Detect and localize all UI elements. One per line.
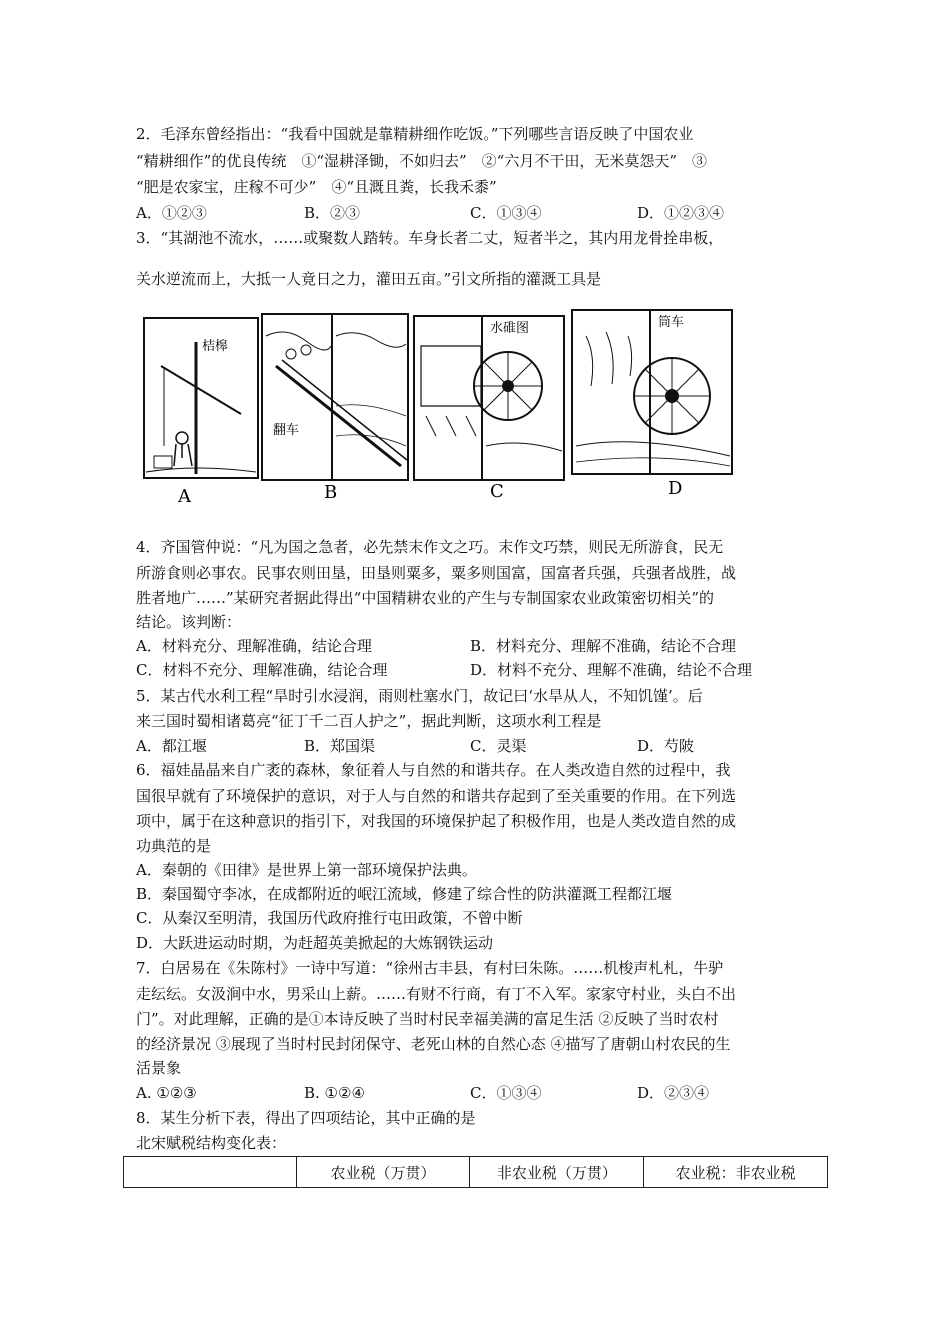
q4-option-c: C．材料不充分、理解准确，结论合理 xyxy=(136,661,388,679)
q2-option-d: D．①②③④ xyxy=(637,204,725,222)
q3-line-1: 3．“其湖池不流水，……或聚数人踏转。车身长者二丈，短者半之，其内用龙骨拴串板， xyxy=(136,229,724,247)
q2-line-2: “精耕细作”的优良传统 ①“湿耕泽锄，不如归去” ②“六月不干田，无米莫怨天” ③ xyxy=(136,152,708,170)
q6-option-d: D．大跃进运动时期，为赶超英美掀起的大炼钢铁运动 xyxy=(136,934,494,952)
q7-line-2: 走纭纭。女汲涧中水，男采山上薪。……有财不行商，有丁不入军。家家守村业，头白不出 xyxy=(136,985,737,1003)
q5-line-2: 来三国时蜀相诸葛亮“征丁千二百人护之”，据此判断，这项水利工程是 xyxy=(136,712,602,730)
caption-a: A xyxy=(178,486,191,507)
q2-option-c: C．①③④ xyxy=(470,204,542,222)
q8-table-title: 北宋赋税结构变化表： xyxy=(136,1134,287,1152)
q7-option-c: C．①③④ xyxy=(470,1084,542,1102)
q2-line-3: “肥是农家宝，庄稼不可少” ④“且溉且粪，长我禾黍” xyxy=(136,178,497,196)
q6-line-3: 项中，属于在这种意识的指引下，对我国的环境保护起了积极作用，也是人类改造自然的成 xyxy=(136,812,737,830)
q6-option-c: C．从秦汉至明清，我国历代政府推行屯田政策，不曾中断 xyxy=(136,909,523,927)
q2-option-b: B．②③ xyxy=(304,204,361,222)
q6-line-1: 6．福娃晶晶来自广袤的森林，象征着人与自然的和谐共存。在人类改造自然的过程中，我 xyxy=(136,761,731,779)
caption-b: B xyxy=(324,482,338,503)
q4-option-b: B．材料充分、理解不准确，结论不合理 xyxy=(470,637,737,655)
caption-c: C xyxy=(490,481,504,502)
q4-line-2: 所游食则必事农。民事农则田垦，田垦则粟多，粟多则国富，国富者兵强，兵强者战胜，战 xyxy=(136,564,737,582)
q7-option-a: A. ①②③ xyxy=(136,1084,197,1102)
table-header-cell: 农业税：非农业税 xyxy=(644,1157,828,1188)
q7-line-5: 活景象 xyxy=(136,1059,182,1077)
panel-d-noria-water-wheel xyxy=(572,310,732,474)
q4-option-a: A．材料充分、理解准确，结论合理 xyxy=(136,637,372,655)
q4-line-1: 4．齐国管仲说：“凡为国之急者，必先禁末作文之巧。末作文巧禁，则民无所游食，民无 xyxy=(136,538,724,556)
q7-line-3: 门”。对此理解，正确的是①本诗反映了当时村民幸福美满的富足生活 ②反映了当时农村 xyxy=(136,1010,719,1028)
q6-option-b: B．秦国蜀守李冰，在成都附近的岷江流域，修建了综合性的防洪灌溉工程都江堰 xyxy=(136,885,673,903)
q6-line-4: 功典范的是 xyxy=(136,837,212,855)
q2-option-a: A．①②③ xyxy=(136,204,207,222)
q3-line-2: 关水逆流而上，大抵一人竟日之力，灌田五亩。”引文所指的灌溉工具是 xyxy=(136,270,602,288)
panel-b-square-pallet-chain-pump xyxy=(262,314,408,480)
q5-line-1: 5．某古代水利工程“旱时引水浸润，雨则杜塞水门，故记曰‘水旱从人，不知饥馑’。后 xyxy=(136,687,703,705)
tax-structure-table xyxy=(123,1156,828,1188)
panel-a-title: 桔槔 xyxy=(202,339,229,354)
table-header-row xyxy=(124,1157,828,1188)
q6-line-2: 国很早就有了环境保护的意识，对于人与自然的和谐共存起到了至关重要的作用。在下列选 xyxy=(136,787,737,805)
q6-option-a: A．秦朝的《田律》是世界上第一部环境保护法典。 xyxy=(136,861,477,879)
q4-line-4: 结论。该判断： xyxy=(136,613,242,631)
irrigation-illustrations xyxy=(136,306,736,510)
q7-line-1: 7．白居易在《朱陈村》一诗中写道：“徐州古丰县，有村曰朱陈。……机梭声札札，牛驴 xyxy=(136,959,724,977)
caption-d: D xyxy=(668,478,683,499)
table-header-cell xyxy=(124,1157,297,1188)
q5-option-c: C．灵渠 xyxy=(470,737,527,755)
q5-option-d: D．芍陂 xyxy=(637,737,695,755)
q7-line-4: 的经济景况 ③展现了当时村民封闭保守、老死山林的自然心态 ④描写了唐朝山村农民的生 xyxy=(136,1035,731,1053)
q8-line-1: 8．某生分析下表，得出了四项结论，其中正确的是 xyxy=(136,1109,476,1127)
table-header-cell: 非农业税（万贯） xyxy=(470,1157,644,1188)
irrigation-tools-figure xyxy=(136,306,736,510)
q5-option-b: B．郑国渠 xyxy=(304,737,376,755)
q7-option-d: D．②③④ xyxy=(637,1084,710,1102)
panel-b-title: 翻车 xyxy=(273,423,300,438)
q7-option-b: B. ①②④ xyxy=(304,1084,365,1102)
panel-a-well-sweep xyxy=(144,318,258,478)
q4-option-d: D．材料不充分、理解不准确，结论不合理 xyxy=(470,661,753,679)
panel-d-title: 筒车 xyxy=(658,315,685,330)
table-header-cell: 农业税（万贯） xyxy=(296,1157,470,1188)
panel-c-water-trip-hammer xyxy=(414,316,564,480)
q4-line-3: 胜者地广……”某研究者据此得出“中国精耕农业的产生与专制国家农业政策密切相关”的 xyxy=(136,589,715,607)
q5-option-a: A．都江堰 xyxy=(136,737,207,755)
panel-c-title: 水碓图 xyxy=(490,321,530,336)
q2-line-1: 2．毛泽东曾经指出：“我看中国就是靠精耕细作吃饭。”下列哪些言语反映了中国农业 xyxy=(136,125,694,143)
